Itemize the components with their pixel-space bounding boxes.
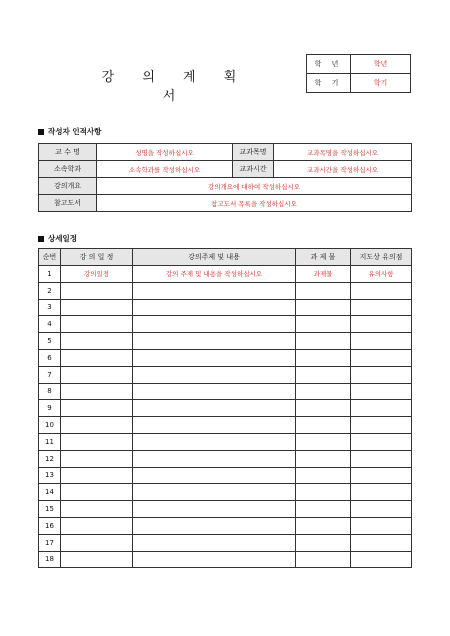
assignment-cell — [296, 366, 351, 383]
column-header: 강 의 일 정 — [61, 249, 133, 266]
assignment-cell — [296, 400, 351, 417]
bullet-square-icon — [38, 129, 44, 135]
row-number: 15 — [39, 501, 61, 518]
assignment-cell — [296, 450, 351, 467]
assignment-cell — [296, 316, 351, 333]
guidance-notes-cell — [351, 517, 412, 534]
grade-semester-box — [306, 54, 411, 93]
row-number: 16 — [39, 517, 61, 534]
lecture-topic-cell — [133, 417, 296, 434]
lecture-date-cell — [61, 534, 133, 551]
schedule-row — [39, 400, 412, 417]
lecture-topic-cell — [133, 484, 296, 501]
overview-value: 강의개요에 대하여 작성하십시오 — [97, 178, 412, 195]
lecture-topic-cell — [133, 433, 296, 450]
assignment-cell — [296, 282, 351, 299]
department-label: 소속학과 — [39, 161, 97, 178]
overview-label: 강의개요 — [39, 178, 97, 195]
lecture-topic-cell — [133, 349, 296, 366]
row-number: 4 — [39, 316, 61, 333]
guidance-notes-value: 유의사항 — [351, 266, 412, 283]
schedule-table — [38, 248, 412, 568]
lecture-topic-cell — [133, 333, 296, 350]
schedule-row — [39, 517, 412, 534]
lecture-topic-cell — [133, 299, 296, 316]
lecture-date-cell — [61, 349, 133, 366]
schedule-row — [39, 484, 412, 501]
schedule-row — [39, 282, 412, 299]
assignment-cell — [296, 501, 351, 518]
lecture-topic-cell — [133, 551, 296, 568]
assignment-cell — [296, 517, 351, 534]
guidance-notes-cell — [351, 333, 412, 350]
schedule-row — [39, 551, 412, 568]
lecture-date-cell — [61, 400, 133, 417]
lecture-date-cell — [61, 299, 133, 316]
guidance-notes-cell — [351, 551, 412, 568]
guidance-notes-cell — [351, 400, 412, 417]
lecture-date-cell — [61, 282, 133, 299]
row-number: 7 — [39, 366, 61, 383]
lecture-topic-cell — [133, 467, 296, 484]
lecture-topic-value: 강의 주제 및 내용을 작성하십시오 — [133, 266, 296, 283]
lecture-date-cell — [61, 501, 133, 518]
row-number: 8 — [39, 383, 61, 400]
course-name-value: 교과목명을 작성하십시오 — [274, 144, 412, 161]
lecture-topic-cell — [133, 366, 296, 383]
lecture-topic-cell — [133, 534, 296, 551]
lecture-topic-cell — [133, 316, 296, 333]
references-label: 참고도서 — [39, 195, 97, 212]
bullet-square-icon — [38, 236, 44, 242]
author-info-table — [38, 143, 412, 212]
lecture-date-cell — [61, 484, 133, 501]
schedule-row — [39, 333, 412, 350]
guidance-notes-cell — [351, 366, 412, 383]
lecture-date-cell — [61, 316, 133, 333]
schedule-row — [39, 383, 412, 400]
semester-value: 학기 — [351, 74, 411, 93]
lecture-date-cell — [61, 551, 133, 568]
lecture-topic-cell — [133, 400, 296, 417]
assignment-cell — [296, 534, 351, 551]
lecture-date-cell — [61, 433, 133, 450]
assignment-cell — [296, 484, 351, 501]
row-number: 12 — [39, 450, 61, 467]
course-name-label: 교과목명 — [233, 144, 274, 161]
schedule-row — [39, 349, 412, 366]
grade-label: 학 년 — [307, 55, 351, 74]
schedule-row — [39, 467, 412, 484]
schedule-row — [39, 534, 412, 551]
course-time-label: 교과시간 — [233, 161, 274, 178]
lecture-topic-cell — [133, 517, 296, 534]
lecture-date-cell — [61, 450, 133, 467]
schedule-row — [39, 366, 412, 383]
lecture-topic-cell — [133, 450, 296, 467]
schedule-row — [39, 417, 412, 434]
guidance-notes-cell — [351, 417, 412, 434]
row-number: 5 — [39, 333, 61, 350]
row-number: 1 — [39, 266, 61, 283]
lecture-topic-cell — [133, 282, 296, 299]
assignment-cell — [296, 349, 351, 366]
row-number: 13 — [39, 467, 61, 484]
row-number: 2 — [39, 282, 61, 299]
assignment-cell — [296, 467, 351, 484]
row-number: 14 — [39, 484, 61, 501]
schedule-section-title: 상세일정 — [48, 234, 77, 243]
row-number: 9 — [39, 400, 61, 417]
lecture-date-cell — [61, 333, 133, 350]
assignment-cell — [296, 417, 351, 434]
assignment-cell — [296, 333, 351, 350]
assignment-cell — [296, 433, 351, 450]
lecture-date-cell — [61, 383, 133, 400]
document-title: 강 의 계 획 서 — [101, 70, 249, 104]
row-number: 10 — [39, 417, 61, 434]
lecture-date-cell — [61, 417, 133, 434]
schedule-row — [39, 266, 412, 283]
schedule-row — [39, 316, 412, 333]
guidance-notes-cell — [351, 383, 412, 400]
schedule-row — [39, 450, 412, 467]
professor-label: 교 수 명 — [39, 144, 97, 161]
guidance-notes-cell — [351, 316, 412, 333]
row-number: 6 — [39, 349, 61, 366]
column-header: 강의주제 및 내용 — [133, 249, 296, 266]
guidance-notes-cell — [351, 433, 412, 450]
lecture-date-cell — [61, 517, 133, 534]
schedule-section-heading — [38, 233, 77, 244]
assignment-cell — [296, 551, 351, 568]
schedule-row — [39, 501, 412, 518]
course-time-value: 교과시간을 작성하십시오 — [274, 161, 412, 178]
guidance-notes-cell — [351, 484, 412, 501]
lecture-date-value: 강의일정 — [61, 266, 133, 283]
lecture-date-cell — [61, 366, 133, 383]
assignment-cell — [296, 383, 351, 400]
row-number: 3 — [39, 299, 61, 316]
guidance-notes-cell — [351, 501, 412, 518]
semester-label: 학 기 — [307, 74, 351, 93]
lecture-topic-cell — [133, 501, 296, 518]
schedule-header-row — [39, 249, 412, 266]
references-value: 참고도서 목록을 작성하십시오 — [97, 195, 412, 212]
column-header: 과 제 물 — [296, 249, 351, 266]
guidance-notes-cell — [351, 282, 412, 299]
author-section-heading — [38, 126, 101, 137]
lecture-topic-cell — [133, 383, 296, 400]
schedule-row — [39, 433, 412, 450]
row-number: 18 — [39, 551, 61, 568]
professor-value: 성명을 작성하십시오 — [97, 144, 233, 161]
guidance-notes-cell — [351, 467, 412, 484]
schedule-row — [39, 299, 412, 316]
guidance-notes-cell — [351, 450, 412, 467]
author-section-title: 작성자 인적사항 — [48, 127, 102, 136]
guidance-notes-cell — [351, 299, 412, 316]
assignment-cell — [296, 299, 351, 316]
guidance-notes-cell — [351, 534, 412, 551]
row-number: 17 — [39, 534, 61, 551]
column-header: 지도상 유의점 — [351, 249, 412, 266]
column-header: 순번 — [39, 249, 61, 266]
guidance-notes-cell — [351, 349, 412, 366]
lecture-date-cell — [61, 467, 133, 484]
grade-value: 학년 — [351, 55, 411, 74]
assignment-value: 과제물 — [296, 266, 351, 283]
row-number: 11 — [39, 433, 61, 450]
department-value: 소속학과를 작성하십시오 — [97, 161, 233, 178]
